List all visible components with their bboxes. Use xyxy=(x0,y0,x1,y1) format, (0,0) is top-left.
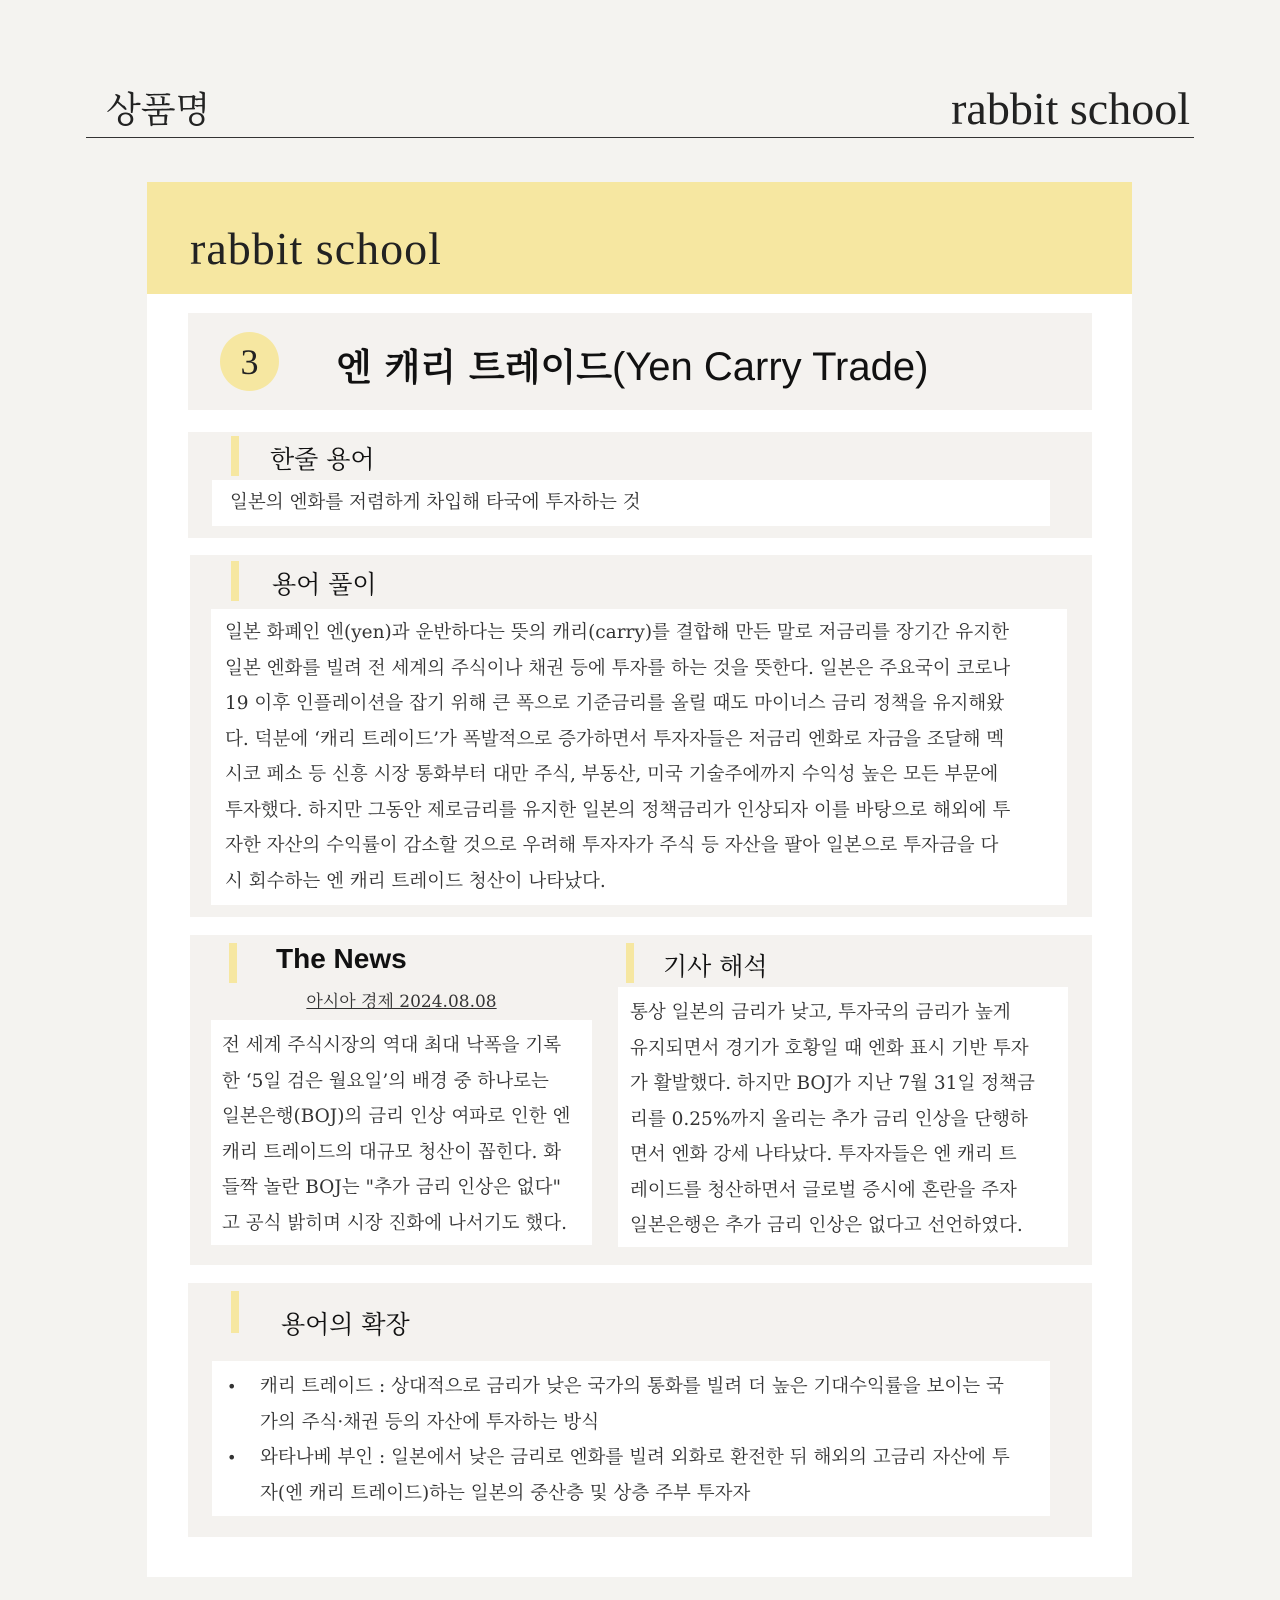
text-line: 일본은행은 추가 금리 인상은 없다고 선언하였다. xyxy=(630,1215,1023,1236)
text-line: 면서 엔화 강세 나타났다. 투자자들은 엔 캐리 트 xyxy=(630,1144,1017,1165)
term-title xyxy=(336,337,928,391)
explanation-content xyxy=(211,609,1067,905)
news-text xyxy=(222,1028,570,1241)
section-accent-bar xyxy=(231,1291,239,1333)
text-line: 시코 페소 등 신흥 시장 통화부터 대만 주식, 부동산, 미국 기술주에까지 수익성 높은 모든 부문에 xyxy=(225,764,999,785)
text-line: 시 회수하는 엔 캐리 트레이드 청산이 나타났다. xyxy=(225,870,606,892)
text-line: 통상 일본의 금리가 낮고, 투자국의 금리가 높게 xyxy=(630,1002,1011,1023)
text-line: 레이드를 청산하면서 글로벌 증시에 혼란을 주자 xyxy=(630,1179,1017,1201)
list-item xyxy=(222,1369,1010,1440)
extension-list xyxy=(222,1369,1010,1511)
text-line: 들짝 놀란 BOJ는 "추가 금리 인상은 없다" xyxy=(222,1177,562,1198)
explanation-heading: 용어 풀이 xyxy=(272,570,377,599)
text-line: 투자했다. 하지만 그동안 제로금리를 유지한 일본의 정책금리가 인상되자 이를 바탕으로 해외에 투 xyxy=(225,799,1011,821)
term-title-row xyxy=(188,313,1092,410)
section-accent-bar xyxy=(626,943,634,983)
product-name-label: 상품명 xyxy=(106,90,211,131)
one-line-heading: 한줄 용어 xyxy=(270,445,375,474)
news-source: 아시아 경제 2024.08.08 xyxy=(306,992,497,1012)
text-line: 한 ‘5일 검은 월요일’의 배경 중 하나로는 xyxy=(222,1070,549,1092)
text-line: 일본 화폐인 엔(yen)과 운반하다는 뜻의 캐리(carry)를 결합해 만든 말로 저금리를 장기간 유지한 xyxy=(225,622,1010,643)
text-line: 자한 자산의 수익률이 감소할 것으로 우려해 투자자가 주식 등 자산을 팔아 일본으로 투자금을 다 xyxy=(225,835,999,856)
analysis-text xyxy=(630,995,1035,1244)
top-header xyxy=(86,78,1194,138)
text-line: 일본은행(BOJ)의 금리 인상 여파로 인한 엔 xyxy=(222,1106,571,1127)
text-line: 19 이후 인플레이션을 잡기 위해 큰 폭으로 기준금리를 올릴 때도 마이너스 금리 정책을 유지해왔 xyxy=(225,693,1005,714)
news-heading: The News xyxy=(276,943,407,974)
text-line: 고 공식 밝히며 시장 진화에 나서기도 했다. xyxy=(222,1212,567,1234)
news-content xyxy=(211,1020,592,1245)
text-line: 자(엔 캐리 트레이드)하는 일본의 중산층 및 상층 주부 투자자 xyxy=(260,1482,751,1504)
text-line: • 캐리 트레이드 : 상대적으로 금리가 낮은 국가의 통화를 빌려 더 높은 기대수익률을 보이는 국 xyxy=(260,1376,1004,1397)
list-item xyxy=(222,1440,1010,1511)
text-line: 가 활발했다. 하지만 BOJ가 지난 7월 31일 정책금 xyxy=(630,1073,1035,1094)
extension-heading: 용어의 확장 xyxy=(281,1310,410,1339)
section-accent-bar xyxy=(231,436,239,476)
brand-label: rabbit school xyxy=(951,83,1190,134)
text-line: 캐리 트레이드의 대규모 청산이 꼽힌다. 화 xyxy=(222,1141,562,1163)
term-title-korean: 엔 캐리 트레이드 xyxy=(336,346,612,389)
one-line-content xyxy=(212,480,1050,526)
card-header xyxy=(147,182,1132,294)
extension-section xyxy=(188,1283,1092,1537)
card-brand-title: rabbit school xyxy=(190,223,442,274)
term-number-badge: 3 xyxy=(220,332,279,391)
extension-content xyxy=(212,1361,1050,1516)
analysis-section xyxy=(613,935,1092,1265)
section-accent-bar xyxy=(229,943,237,983)
text-line: 가의 주식·채권 등의 자산에 투자하는 방식 xyxy=(260,1411,600,1433)
text-line: 리를 0.25%까지 올리는 추가 금리 인상을 단행하 xyxy=(630,1108,1028,1130)
one-line-section xyxy=(188,432,1092,538)
term-title-english: (Yen Carry Trade) xyxy=(611,345,929,389)
section-accent-bar xyxy=(231,561,239,601)
analysis-heading: 기사 해석 xyxy=(663,952,768,981)
text-line: 일본 엔화를 빌려 전 세계의 주식이나 채권 등에 투자를 하는 것을 뜻한다. 일본은 주요국이 코로나 xyxy=(225,657,1011,679)
explanation-text xyxy=(225,615,1010,899)
text-line: • 와타나베 부인 : 일본에서 낮은 금리로 엔화를 빌려 외화로 환전한 뒤 해외의 고금리 자산에 투 xyxy=(260,1447,1010,1468)
term-card xyxy=(147,182,1132,1577)
one-line-text: 일본의 엔화를 저렴하게 차입해 타국에 투자하는 것 xyxy=(230,492,641,513)
text-line: 전 세계 주식시장의 역대 최대 낙폭을 기록 xyxy=(222,1035,562,1056)
explanation-section xyxy=(190,555,1092,917)
text-line: 다. 덕분에 ‘캐리 트레이드’가 폭발적으로 증가하면서 투자자들은 저금리 엔화로 자금을 조달해 멕 xyxy=(225,728,1005,750)
news-section xyxy=(190,935,613,1265)
text-line: 유지되면서 경기가 호황일 때 엔화 표시 기반 투자 xyxy=(630,1037,1029,1059)
analysis-content xyxy=(618,987,1068,1247)
